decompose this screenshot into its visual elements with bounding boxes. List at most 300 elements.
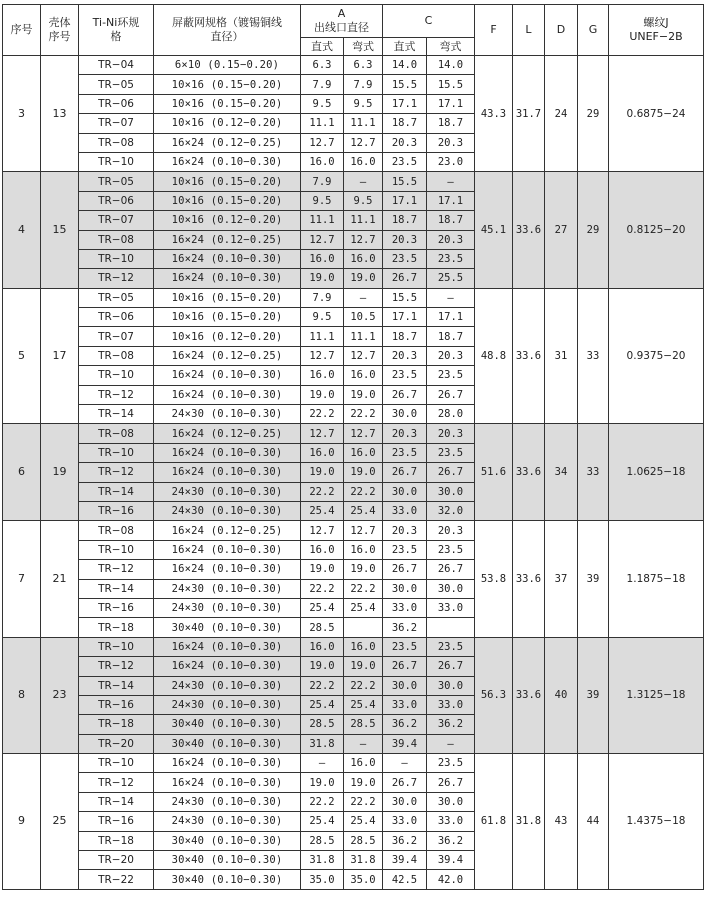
cell-c-straight: 23.5 bbox=[383, 540, 427, 559]
cell-a-straight: 9.5 bbox=[301, 191, 344, 210]
cell-a-bent: 16.0 bbox=[344, 540, 383, 559]
cell-ring: TR−06 bbox=[79, 308, 154, 327]
cell-c-straight: 26.7 bbox=[383, 657, 427, 676]
cell-ring: TR−16 bbox=[79, 501, 154, 520]
cell-a-straight: 19.0 bbox=[301, 773, 344, 792]
cell-a-straight: 25.4 bbox=[301, 695, 344, 714]
cell-shield: 16×24 (0.10−0.30) bbox=[154, 463, 301, 482]
cell-ring: TR−06 bbox=[79, 94, 154, 113]
header-a-bent: 弯式 bbox=[344, 38, 383, 56]
cell-c-straight: 15.5 bbox=[383, 172, 427, 191]
cell-shield: 16×24 (0.10−0.30) bbox=[154, 385, 301, 404]
cell-a-bent: 28.5 bbox=[344, 831, 383, 850]
header-c: C bbox=[383, 5, 475, 38]
cell-shell: 15 bbox=[41, 172, 79, 288]
header-a-straight: 直式 bbox=[301, 38, 344, 56]
cell-shield: 30×40 (0.10−0.30) bbox=[154, 851, 301, 870]
cell-a-straight: 11.1 bbox=[301, 211, 344, 230]
cell-a-bent: 11.1 bbox=[344, 114, 383, 133]
cell-c-straight: 23.5 bbox=[383, 152, 427, 171]
header-c-bent: 弯式 bbox=[427, 38, 475, 56]
table-header bbox=[3, 5, 704, 56]
cell-f: 45.1 bbox=[475, 172, 513, 288]
cell-c-straight: 30.0 bbox=[383, 579, 427, 598]
header-ring-text: Ti-Ni环规 格 bbox=[92, 16, 140, 43]
cell-shield: 16×24 (0.12−0.25) bbox=[154, 230, 301, 249]
cell-a-straight: 12.7 bbox=[301, 424, 344, 443]
cell-g: 29 bbox=[578, 56, 609, 172]
cell-ring: TR−05 bbox=[79, 288, 154, 307]
cell-l: 33.6 bbox=[513, 288, 545, 424]
cell-a-straight: 16.0 bbox=[301, 443, 344, 462]
cell-a-straight: 12.7 bbox=[301, 230, 344, 249]
cell-a-bent: 25.4 bbox=[344, 598, 383, 617]
cell-a-bent: 22.2 bbox=[344, 405, 383, 424]
cell-shield: 24×30 (0.10−0.30) bbox=[154, 792, 301, 811]
table-row bbox=[3, 424, 704, 443]
cell-shell: 25 bbox=[41, 754, 79, 890]
cell-a-bent: 19.0 bbox=[344, 773, 383, 792]
header-a bbox=[301, 5, 383, 38]
cell-shield: 30×40 (0.10−0.30) bbox=[154, 870, 301, 889]
cell-l: 33.6 bbox=[513, 521, 545, 637]
cell-thread: 1.3125−18 bbox=[609, 637, 704, 753]
cell-a-bent: 12.7 bbox=[344, 346, 383, 365]
cell-c-straight: 30.0 bbox=[383, 792, 427, 811]
cell-g: 33 bbox=[578, 424, 609, 521]
cell-ring: TR−10 bbox=[79, 754, 154, 773]
cell-c-straight: 26.7 bbox=[383, 385, 427, 404]
cell-c-bent: 33.0 bbox=[427, 812, 475, 831]
cell-c-straight: 23.5 bbox=[383, 443, 427, 462]
cell-shield: 24×30 (0.10−0.30) bbox=[154, 579, 301, 598]
cell-a-straight: 25.4 bbox=[301, 598, 344, 617]
cell-c-bent: 23.5 bbox=[427, 249, 475, 268]
cell-c-straight: 33.0 bbox=[383, 695, 427, 714]
cell-c-straight: 15.5 bbox=[383, 75, 427, 94]
cell-a-bent: 19.0 bbox=[344, 463, 383, 482]
cell-ring: TR−16 bbox=[79, 695, 154, 714]
cell-a-straight: 11.1 bbox=[301, 114, 344, 133]
cell-a-straight: 22.2 bbox=[301, 792, 344, 811]
cell-f: 61.8 bbox=[475, 754, 513, 890]
cell-d: 24 bbox=[545, 56, 578, 172]
cell-ring: TR−14 bbox=[79, 792, 154, 811]
cell-shield: 16×24 (0.10−0.30) bbox=[154, 773, 301, 792]
cell-a-straight: — bbox=[301, 754, 344, 773]
cell-ring: TR−14 bbox=[79, 676, 154, 695]
header-d: D bbox=[545, 5, 578, 56]
cell-c-straight: 17.1 bbox=[383, 308, 427, 327]
cell-c-straight: 18.7 bbox=[383, 211, 427, 230]
cell-c-bent: 18.7 bbox=[427, 211, 475, 230]
cell-a-straight: 22.2 bbox=[301, 579, 344, 598]
cell-a-bent: 16.0 bbox=[344, 249, 383, 268]
cell-a-straight: 16.0 bbox=[301, 152, 344, 171]
cell-a-straight: 31.8 bbox=[301, 851, 344, 870]
cell-shell: 13 bbox=[41, 56, 79, 172]
header-seq: 序号 bbox=[3, 5, 41, 56]
cell-d: 43 bbox=[545, 754, 578, 890]
cell-c-bent: — bbox=[427, 288, 475, 307]
cell-a-bent: 16.0 bbox=[344, 443, 383, 462]
cell-a-bent: 31.8 bbox=[344, 851, 383, 870]
cell-c-bent: 42.0 bbox=[427, 870, 475, 889]
cell-c-straight: 17.1 bbox=[383, 191, 427, 210]
cell-shield: 10×16 (0.12−0.20) bbox=[154, 114, 301, 133]
cell-ring: TR−10 bbox=[79, 366, 154, 385]
cell-a-bent: 9.5 bbox=[344, 191, 383, 210]
header-shield-text: 屏蔽网规格（镀锡铜线直径） bbox=[172, 16, 282, 43]
cell-shield: 30×40 (0.10−0.30) bbox=[154, 715, 301, 734]
cell-f: 56.3 bbox=[475, 637, 513, 753]
cell-c-bent: 20.3 bbox=[427, 133, 475, 152]
cell-a-straight: 25.4 bbox=[301, 812, 344, 831]
cell-shield: 16×24 (0.10−0.30) bbox=[154, 269, 301, 288]
cell-c-straight: 36.2 bbox=[383, 618, 427, 637]
table-row bbox=[3, 56, 704, 75]
cell-c-straight: 18.7 bbox=[383, 327, 427, 346]
cell-c-bent: 23.5 bbox=[427, 540, 475, 559]
cell-c-straight: — bbox=[383, 754, 427, 773]
cell-shield: 24×30 (0.10−0.30) bbox=[154, 501, 301, 520]
cell-ring: TR−12 bbox=[79, 385, 154, 404]
cell-c-bent: — bbox=[427, 734, 475, 753]
cell-shell: 23 bbox=[41, 637, 79, 753]
cell-a-straight: 12.7 bbox=[301, 346, 344, 365]
cell-c-straight: 33.0 bbox=[383, 598, 427, 617]
header-thread bbox=[609, 5, 704, 56]
cell-ring: TR−10 bbox=[79, 152, 154, 171]
cell-d: 37 bbox=[545, 521, 578, 637]
cell-c-straight: 23.5 bbox=[383, 249, 427, 268]
cell-shield: 10×16 (0.15−0.20) bbox=[154, 94, 301, 113]
cell-g: 33 bbox=[578, 288, 609, 424]
table-body bbox=[3, 56, 704, 890]
cell-c-straight: 15.5 bbox=[383, 288, 427, 307]
cell-shell: 17 bbox=[41, 288, 79, 424]
cell-d: 31 bbox=[545, 288, 578, 424]
cell-seq: 5 bbox=[3, 288, 41, 424]
cell-c-bent: 25.5 bbox=[427, 269, 475, 288]
cell-ring: TR−10 bbox=[79, 540, 154, 559]
cell-d: 40 bbox=[545, 637, 578, 753]
cell-shield: 10×16 (0.15−0.20) bbox=[154, 191, 301, 210]
cell-a-straight: 22.2 bbox=[301, 482, 344, 501]
cell-d: 27 bbox=[545, 172, 578, 288]
cell-a-straight: 16.0 bbox=[301, 249, 344, 268]
cell-a-straight: 7.9 bbox=[301, 288, 344, 307]
cell-ring: TR−07 bbox=[79, 211, 154, 230]
cell-c-straight: 20.3 bbox=[383, 424, 427, 443]
header-f: F bbox=[475, 5, 513, 56]
cell-ring: TR−18 bbox=[79, 831, 154, 850]
cell-a-straight: 35.0 bbox=[301, 870, 344, 889]
cell-c-bent: 33.0 bbox=[427, 598, 475, 617]
cell-a-straight: 11.1 bbox=[301, 327, 344, 346]
cell-c-bent: 20.3 bbox=[427, 346, 475, 365]
cell-c-bent: 23.5 bbox=[427, 637, 475, 656]
header-shell bbox=[41, 5, 79, 56]
cell-a-straight: 22.2 bbox=[301, 676, 344, 695]
cell-f: 51.6 bbox=[475, 424, 513, 521]
header-a-sub: 出线口直径 bbox=[314, 21, 369, 34]
cell-ring: TR−16 bbox=[79, 812, 154, 831]
cell-ring: TR−05 bbox=[79, 172, 154, 191]
cell-c-bent: 30.0 bbox=[427, 579, 475, 598]
cell-l: 33.6 bbox=[513, 172, 545, 288]
cell-shield: 10×16 (0.15−0.20) bbox=[154, 172, 301, 191]
header-thread-text: 螺纹J UNEF−2B bbox=[629, 16, 683, 43]
cell-g: 39 bbox=[578, 637, 609, 753]
cell-seq: 8 bbox=[3, 637, 41, 753]
cell-shield: 16×24 (0.12−0.25) bbox=[154, 346, 301, 365]
cell-a-bent: 12.7 bbox=[344, 424, 383, 443]
cell-c-straight: 20.3 bbox=[383, 346, 427, 365]
cell-d: 34 bbox=[545, 424, 578, 521]
cell-a-bent: 11.1 bbox=[344, 327, 383, 346]
cell-ring: TR−20 bbox=[79, 734, 154, 753]
cell-a-bent: 25.4 bbox=[344, 695, 383, 714]
spec-table-container bbox=[2, 4, 704, 890]
header-c-straight: 直式 bbox=[383, 38, 427, 56]
cell-ring: TR−08 bbox=[79, 424, 154, 443]
cell-thread: 0.9375−20 bbox=[609, 288, 704, 424]
cell-shell: 21 bbox=[41, 521, 79, 637]
cell-c-straight: 33.0 bbox=[383, 501, 427, 520]
cell-shield: 16×24 (0.10−0.30) bbox=[154, 443, 301, 462]
cell-c-straight: 23.5 bbox=[383, 366, 427, 385]
cell-shield: 24×30 (0.10−0.30) bbox=[154, 598, 301, 617]
cell-a-bent: 19.0 bbox=[344, 385, 383, 404]
cell-a-bent: 12.7 bbox=[344, 230, 383, 249]
cell-c-bent: 23.0 bbox=[427, 152, 475, 171]
cell-shield: 10×16 (0.12−0.20) bbox=[154, 327, 301, 346]
cell-c-bent: 20.3 bbox=[427, 521, 475, 540]
cell-a-bent: 19.0 bbox=[344, 560, 383, 579]
cell-c-bent: 15.5 bbox=[427, 75, 475, 94]
cell-shield: 16×24 (0.12−0.25) bbox=[154, 521, 301, 540]
cell-shield: 24×30 (0.10−0.30) bbox=[154, 482, 301, 501]
cell-ring: TR−07 bbox=[79, 114, 154, 133]
cell-c-bent: 18.7 bbox=[427, 327, 475, 346]
cell-a-bent: 11.1 bbox=[344, 211, 383, 230]
cell-c-bent bbox=[427, 618, 475, 637]
cell-ring: TR−05 bbox=[79, 75, 154, 94]
cell-c-straight: 20.3 bbox=[383, 230, 427, 249]
cell-c-bent: 36.2 bbox=[427, 831, 475, 850]
cell-l: 31.8 bbox=[513, 754, 545, 890]
cell-a-bent: — bbox=[344, 172, 383, 191]
cell-c-straight: 18.7 bbox=[383, 114, 427, 133]
cell-g: 39 bbox=[578, 521, 609, 637]
cell-ring: TR−18 bbox=[79, 618, 154, 637]
cell-a-bent: 6.3 bbox=[344, 56, 383, 75]
cell-a-bent: 16.0 bbox=[344, 152, 383, 171]
cell-ring: TR−04 bbox=[79, 56, 154, 75]
cell-c-straight: 36.2 bbox=[383, 831, 427, 850]
cell-ring: TR−10 bbox=[79, 637, 154, 656]
cell-seq: 9 bbox=[3, 754, 41, 890]
cell-ring: TR−12 bbox=[79, 269, 154, 288]
cell-shell: 19 bbox=[41, 424, 79, 521]
cell-ring: TR−12 bbox=[79, 773, 154, 792]
cell-c-straight: 36.2 bbox=[383, 715, 427, 734]
cell-a-bent: 28.5 bbox=[344, 715, 383, 734]
cell-shield: 30×40 (0.10−0.30) bbox=[154, 831, 301, 850]
cell-c-bent: 18.7 bbox=[427, 114, 475, 133]
cell-shield: 6×10 (0.15−0.20) bbox=[154, 56, 301, 75]
cell-a-straight: 9.5 bbox=[301, 94, 344, 113]
cell-a-bent: 12.7 bbox=[344, 521, 383, 540]
cell-c-straight: 26.7 bbox=[383, 560, 427, 579]
cell-a-straight: 19.0 bbox=[301, 560, 344, 579]
cell-c-straight: 30.0 bbox=[383, 482, 427, 501]
cell-ring: TR−08 bbox=[79, 133, 154, 152]
cell-ring: TR−14 bbox=[79, 405, 154, 424]
cell-a-bent: 22.2 bbox=[344, 579, 383, 598]
cell-shield: 24×30 (0.10−0.30) bbox=[154, 812, 301, 831]
cell-c-bent: 20.3 bbox=[427, 230, 475, 249]
cell-a-straight: 19.0 bbox=[301, 269, 344, 288]
cell-ring: TR−08 bbox=[79, 521, 154, 540]
cell-c-bent: 20.3 bbox=[427, 424, 475, 443]
cell-thread: 0.8125−20 bbox=[609, 172, 704, 288]
cell-a-straight: 12.7 bbox=[301, 521, 344, 540]
cell-a-straight: 16.0 bbox=[301, 366, 344, 385]
cell-c-bent: 26.7 bbox=[427, 773, 475, 792]
cell-ring: TR−22 bbox=[79, 870, 154, 889]
cell-c-bent: 36.2 bbox=[427, 715, 475, 734]
cell-c-straight: 39.4 bbox=[383, 734, 427, 753]
cell-a-bent: 9.5 bbox=[344, 94, 383, 113]
cell-ring: TR−12 bbox=[79, 463, 154, 482]
cell-c-bent: 23.5 bbox=[427, 366, 475, 385]
cell-shield: 10×16 (0.15−0.20) bbox=[154, 308, 301, 327]
cell-a-bent: 16.0 bbox=[344, 754, 383, 773]
cell-l: 33.6 bbox=[513, 424, 545, 521]
cell-a-straight: 7.9 bbox=[301, 172, 344, 191]
cell-a-bent: 10.5 bbox=[344, 308, 383, 327]
cell-a-straight: 12.7 bbox=[301, 133, 344, 152]
cell-seq: 7 bbox=[3, 521, 41, 637]
cell-c-bent: 26.7 bbox=[427, 560, 475, 579]
cell-c-bent: 17.1 bbox=[427, 308, 475, 327]
cell-a-straight: 28.5 bbox=[301, 715, 344, 734]
cell-c-straight: 23.5 bbox=[383, 637, 427, 656]
cell-a-bent: 16.0 bbox=[344, 366, 383, 385]
header-ring bbox=[79, 5, 154, 56]
cell-c-straight: 33.0 bbox=[383, 812, 427, 831]
cell-c-bent: 26.7 bbox=[427, 385, 475, 404]
cell-ring: TR−18 bbox=[79, 715, 154, 734]
cell-shield: 16×24 (0.10−0.30) bbox=[154, 657, 301, 676]
spec-table bbox=[2, 4, 704, 890]
header-shield bbox=[154, 5, 301, 56]
cell-thread: 1.4375−18 bbox=[609, 754, 704, 890]
cell-a-straight: 19.0 bbox=[301, 463, 344, 482]
cell-f: 48.8 bbox=[475, 288, 513, 424]
cell-a-straight: 9.5 bbox=[301, 308, 344, 327]
cell-shield: 10×16 (0.12−0.20) bbox=[154, 211, 301, 230]
cell-a-bent: 22.2 bbox=[344, 676, 383, 695]
cell-ring: TR−10 bbox=[79, 249, 154, 268]
cell-a-bent: 22.2 bbox=[344, 792, 383, 811]
cell-a-straight: 28.5 bbox=[301, 831, 344, 850]
cell-a-bent: 25.4 bbox=[344, 812, 383, 831]
cell-a-bent: 7.9 bbox=[344, 75, 383, 94]
cell-c-bent: 23.5 bbox=[427, 754, 475, 773]
cell-ring: TR−16 bbox=[79, 598, 154, 617]
cell-shield: 16×24 (0.10−0.30) bbox=[154, 540, 301, 559]
cell-a-bent: 19.0 bbox=[344, 269, 383, 288]
cell-c-straight: 30.0 bbox=[383, 676, 427, 695]
cell-l: 33.6 bbox=[513, 637, 545, 753]
cell-ring: TR−12 bbox=[79, 657, 154, 676]
cell-g: 29 bbox=[578, 172, 609, 288]
cell-thread: 1.0625−18 bbox=[609, 424, 704, 521]
header-g: G bbox=[578, 5, 609, 56]
header-shell-text: 壳体序号 bbox=[48, 16, 71, 43]
cell-c-bent: 17.1 bbox=[427, 94, 475, 113]
cell-a-straight: 6.3 bbox=[301, 56, 344, 75]
cell-a-straight: 25.4 bbox=[301, 501, 344, 520]
cell-c-bent: 39.4 bbox=[427, 851, 475, 870]
cell-g: 44 bbox=[578, 754, 609, 890]
cell-c-straight: 30.0 bbox=[383, 405, 427, 424]
cell-shield: 24×30 (0.10−0.30) bbox=[154, 405, 301, 424]
cell-c-bent: 30.0 bbox=[427, 482, 475, 501]
cell-c-bent: 26.7 bbox=[427, 657, 475, 676]
cell-f: 53.8 bbox=[475, 521, 513, 637]
cell-a-bent: 35.0 bbox=[344, 870, 383, 889]
cell-c-bent: 23.5 bbox=[427, 443, 475, 462]
cell-a-straight: 16.0 bbox=[301, 637, 344, 656]
cell-shield: 24×30 (0.10−0.30) bbox=[154, 695, 301, 714]
cell-ring: TR−08 bbox=[79, 230, 154, 249]
cell-c-straight: 26.7 bbox=[383, 463, 427, 482]
cell-c-straight: 42.5 bbox=[383, 870, 427, 889]
table-row bbox=[3, 521, 704, 540]
cell-c-bent: 17.1 bbox=[427, 191, 475, 210]
table-row bbox=[3, 172, 704, 191]
cell-c-straight: 26.7 bbox=[383, 773, 427, 792]
cell-c-bent: 33.0 bbox=[427, 695, 475, 714]
cell-c-bent: 30.0 bbox=[427, 792, 475, 811]
cell-a-straight: 7.9 bbox=[301, 75, 344, 94]
cell-shield: 16×24 (0.10−0.30) bbox=[154, 249, 301, 268]
cell-ring: TR−07 bbox=[79, 327, 154, 346]
table-row bbox=[3, 754, 704, 773]
cell-thread: 0.6875−24 bbox=[609, 56, 704, 172]
cell-a-bent: 25.4 bbox=[344, 501, 383, 520]
table-row bbox=[3, 637, 704, 656]
cell-shield: 24×30 (0.10−0.30) bbox=[154, 676, 301, 695]
cell-c-straight: 39.4 bbox=[383, 851, 427, 870]
cell-l: 31.7 bbox=[513, 56, 545, 172]
table-row bbox=[3, 288, 704, 307]
cell-a-straight: 16.0 bbox=[301, 540, 344, 559]
cell-shield: 16×24 (0.10−0.30) bbox=[154, 754, 301, 773]
cell-a-bent: 19.0 bbox=[344, 657, 383, 676]
cell-ring: TR−08 bbox=[79, 346, 154, 365]
cell-c-bent: 28.0 bbox=[427, 405, 475, 424]
cell-c-straight: 20.3 bbox=[383, 133, 427, 152]
cell-shield: 16×24 (0.12−0.25) bbox=[154, 424, 301, 443]
cell-a-straight: 28.5 bbox=[301, 618, 344, 637]
cell-shield: 30×40 (0.10−0.30) bbox=[154, 618, 301, 637]
cell-shield: 16×24 (0.10−0.30) bbox=[154, 637, 301, 656]
